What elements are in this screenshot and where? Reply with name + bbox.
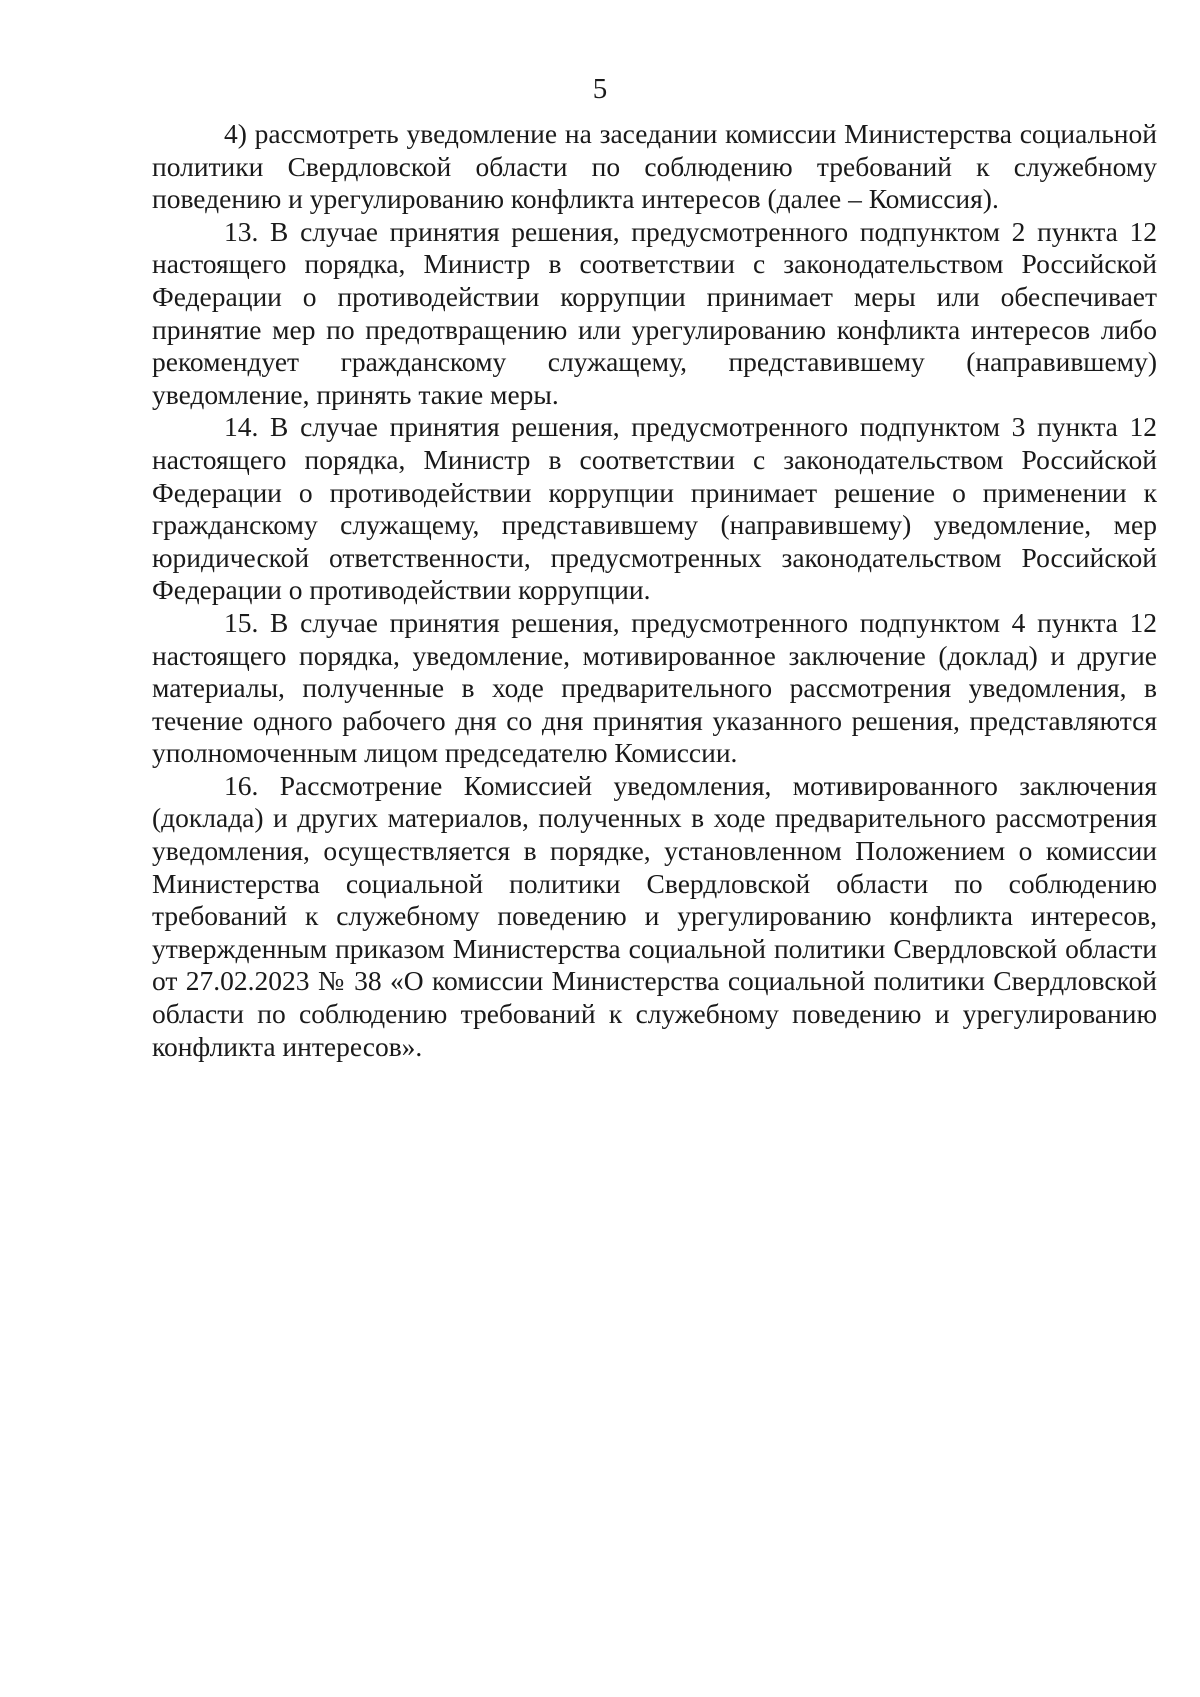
paragraph-14: 14. В случае принятия решения, предусмотренного подпунктом 3 пункта 12 настоящего порядка, Министр в соответствии с законодательством Российской Федерации о противодействии коррупции принимает решение о применении к гражданскому служащему, представившему (направившему) уведомление, мер юридической ответственности, предусмотренных законодательством Российской Федерации о противодействии коррупции.: [152, 411, 1157, 606]
document-body: [152, 118, 1157, 1063]
page-number: 5: [592, 73, 608, 105]
paragraph-15: 15. В случае принятия решения, предусмотренного подпунктом 4 пункта 12 настоящего порядка, уведомление, мотивированное заключение (доклад) и другие материалы, полученные в ходе предварительного рассмотрения уведомления, в течение одного рабочего дня со дня принятия указанного решения, представляются уполномоченным лицом председателю Комиссии.: [152, 606, 1157, 769]
paragraph-item-4: 4) рассмотреть уведомление на заседании комиссии Министерства социальной политики Свердловской области по соблюдению требований к служебному поведению и урегулированию конфликта интересов (далее – Комиссия).: [152, 118, 1157, 215]
paragraph-16: 16. Рассмотрение Комиссией уведомления, мотивированного заключения (доклада) и других материалов, полученных в ходе предварительного рассмотрения уведомления, осуществляется в порядке, установленном Положением о комиссии Министерства социальной политики Свердловской области по соблюдению требований к служебному поведению и урегулированию конфликта интересов, утвержденным приказом Министерства социальной политики Свердловской области от 27.02.2023 № 38 «О комиссии Министерства социальной политики Свердловской области по соблюдению требований к служебному поведению и урегулированию конфликта интересов».: [152, 769, 1157, 1062]
paragraph-13: 13. В случае принятия решения, предусмотренного подпунктом 2 пункта 12 настоящего порядка, Министр в соответствии с законодательством Российской Федерации о противодействии коррупции принимает меры или обеспечивает принятие мер по предотвращению или урегулированию конфликта интересов либо рекомендует гражданскому служащему, представившему (направившему) уведомление, принять такие меры.: [152, 215, 1157, 410]
